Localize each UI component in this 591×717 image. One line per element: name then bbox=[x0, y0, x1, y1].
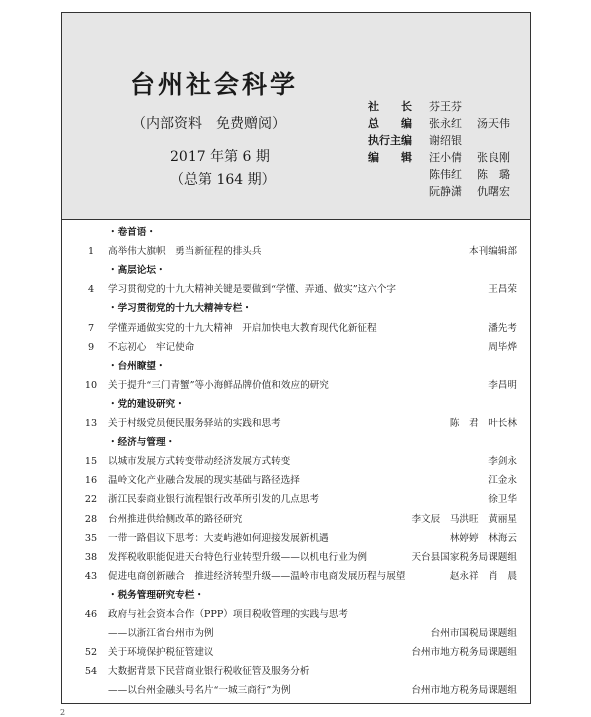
staff-name bbox=[477, 132, 525, 149]
staff-names bbox=[429, 98, 525, 115]
toc-entry bbox=[62, 472, 530, 490]
toc-entry bbox=[62, 663, 530, 681]
staff-title: 总 编 bbox=[368, 117, 412, 130]
article-title: ——以浙江省台州市为例 bbox=[108, 628, 214, 640]
section-label: ・党的建设研究・ bbox=[108, 398, 185, 410]
page-number: 16 bbox=[84, 475, 98, 487]
article-title: 发挥税收职能促进天台特色行业转型升级——以机电行业为例 bbox=[108, 551, 368, 563]
article-title: 不忘初心 牢记使命 bbox=[108, 341, 195, 353]
page-number: 10 bbox=[84, 379, 98, 391]
article-author: 徐卫华 bbox=[488, 494, 517, 506]
toc-section-header bbox=[62, 587, 530, 605]
staff-name: 芬王芬 bbox=[429, 100, 462, 113]
staff-row bbox=[368, 183, 525, 200]
toc-entry bbox=[62, 243, 530, 261]
staff-title bbox=[368, 166, 429, 183]
page-number: 28 bbox=[84, 513, 98, 525]
staff-names bbox=[429, 183, 525, 200]
article-title: ——以台州金融头号名片“一城三商行”为例 bbox=[108, 685, 291, 697]
page-number: 15 bbox=[84, 456, 98, 468]
article-author: 林婷婷 林海云 bbox=[449, 532, 517, 544]
staff-row bbox=[368, 98, 525, 115]
toc-entry bbox=[62, 644, 530, 662]
staff-names bbox=[429, 132, 525, 149]
section-label: ・台州瞭望・ bbox=[108, 360, 166, 372]
article-author: 李文辰 马洪旺 黄丽星 bbox=[411, 513, 517, 525]
article-author: 台州市地方税务局课题组 bbox=[411, 647, 517, 659]
article-author: 陈 君 叶长林 bbox=[449, 418, 517, 429]
staff-names bbox=[429, 166, 525, 183]
article-author: 江金永 bbox=[488, 475, 517, 487]
toc-entry bbox=[62, 625, 530, 643]
article-title: 以城市发展方式转变带动经济发展方式转变 bbox=[108, 456, 291, 468]
article-author: 李剑永 bbox=[488, 456, 517, 468]
issue-number: 2017 年第 6 期 bbox=[170, 149, 270, 165]
toc-section-header bbox=[62, 434, 530, 452]
article-title: 温岭文化产业融合发展的现实基础与路径选择 bbox=[108, 475, 300, 487]
page-number: 43 bbox=[84, 570, 98, 582]
article-title: 一带一路倡议下思考：大麦屿港如何迎接发展新机遇 bbox=[108, 532, 329, 544]
toc-entry bbox=[62, 682, 530, 700]
staff-names bbox=[429, 115, 525, 132]
article-author: 李昌明 bbox=[488, 379, 517, 391]
masthead bbox=[62, 13, 530, 220]
staff-list bbox=[368, 98, 525, 200]
page-number: 7 bbox=[87, 322, 95, 334]
article-author: 台州市地方税务局课题组 bbox=[411, 685, 517, 697]
article-author: 本刊编辑部 bbox=[469, 246, 517, 258]
article-title: 关于提升“三门青蟹”等小海鲜品牌价值和效应的研究 bbox=[108, 379, 329, 391]
staff-title: 社 长 bbox=[368, 100, 412, 113]
staff-name: 汤天伟 bbox=[477, 117, 510, 130]
staff-title bbox=[368, 183, 429, 200]
staff-name: 仇曙宏 bbox=[477, 185, 510, 198]
staff-name: 张永红 bbox=[429, 117, 462, 130]
article-title: 台州推进供给侧改革的路径研究 bbox=[108, 513, 243, 525]
toc-section-header bbox=[62, 396, 530, 414]
toc-section-header bbox=[62, 358, 530, 376]
page-number: 46 bbox=[84, 609, 98, 620]
article-author: 周毕烨 bbox=[488, 341, 517, 353]
footer-mark: 2 bbox=[60, 708, 66, 717]
staff-row bbox=[368, 115, 525, 132]
article-author: 天台县国家税务局课题组 bbox=[411, 551, 517, 563]
article-title: 促进电商创新融合 推进经济转型升级——温岭市电商发展历程与展望 bbox=[108, 570, 406, 582]
staff-name: 谢绍银 bbox=[429, 134, 462, 147]
toc-section-header bbox=[62, 262, 530, 280]
staff-name bbox=[477, 98, 525, 115]
journal-title: 台州社会科学 bbox=[130, 70, 299, 99]
staff-name: 张良刚 bbox=[477, 151, 510, 164]
total-issue-number: （总第 164 期） bbox=[170, 172, 276, 188]
toc-entry bbox=[62, 491, 530, 509]
toc-entry bbox=[62, 549, 530, 567]
page-number: 13 bbox=[84, 418, 98, 429]
article-title: 关于环境保护税征管建议 bbox=[108, 647, 214, 659]
staff-name: 陈 璐 bbox=[477, 168, 510, 181]
page-number: 52 bbox=[84, 647, 98, 659]
article-author: 台州市国税局课题组 bbox=[430, 628, 517, 640]
article-author: 王昌荣 bbox=[488, 284, 517, 296]
staff-row bbox=[368, 132, 525, 149]
section-label: ・学习贯彻党的十九大精神专栏・ bbox=[108, 303, 252, 315]
staff-names bbox=[429, 149, 525, 166]
page-number: 22 bbox=[84, 494, 98, 506]
article-title: 高举伟大旗帜 勇当新征程的排头兵 bbox=[108, 246, 262, 258]
staff-name: 陈伟红 bbox=[429, 168, 462, 181]
toc-entry bbox=[62, 606, 530, 624]
toc-entry bbox=[62, 511, 530, 529]
toc-entry bbox=[62, 453, 530, 471]
toc-section-header bbox=[62, 224, 530, 242]
section-label: ・高层论坛・ bbox=[108, 265, 166, 277]
article-title: 大数据背景下民营商业银行税收征管及服务分析 bbox=[108, 666, 310, 678]
toc-entry bbox=[62, 377, 530, 395]
article-title: 政府与社会资本合作（PPP）项目税收管理的实践与思考 bbox=[108, 609, 349, 620]
section-label: ・税务管理研究专栏・ bbox=[108, 589, 204, 601]
article-author: 赵永祥 肖 晨 bbox=[449, 570, 517, 582]
cover-frame bbox=[61, 12, 531, 704]
page-number: 38 bbox=[84, 551, 98, 563]
toc-entry bbox=[62, 339, 530, 357]
staff-row bbox=[368, 166, 525, 183]
article-title: 浙江民泰商业银行流程银行改革所引发的几点思考 bbox=[108, 494, 320, 506]
toc-entry bbox=[62, 320, 530, 338]
section-label: ・经济与管理・ bbox=[108, 437, 176, 449]
staff-row bbox=[368, 149, 525, 166]
page-number: 1 bbox=[87, 246, 95, 258]
staff-name: 汪小倩 bbox=[429, 151, 462, 164]
staff-name: 阮静潇 bbox=[429, 185, 462, 198]
section-label: ・卷首语・ bbox=[108, 227, 156, 238]
staff-title: 执行主编 bbox=[368, 134, 412, 147]
page-number: 4 bbox=[87, 284, 95, 296]
article-author: 潘先考 bbox=[488, 322, 517, 334]
page-number: 54 bbox=[84, 666, 98, 678]
toc-section-header bbox=[62, 300, 530, 318]
toc-entry bbox=[62, 281, 530, 299]
toc-entry bbox=[62, 568, 530, 586]
page-number: 35 bbox=[84, 532, 98, 544]
article-title: 学懂弄通做实党的十九大精神 开启加快电大教育现代化新征程 bbox=[108, 322, 377, 334]
journal-subtitle: （内部资料 免费赠阅） bbox=[132, 116, 286, 132]
toc-entry bbox=[62, 415, 530, 433]
page-number: 9 bbox=[87, 341, 95, 353]
article-title: 关于村级党员便民服务驿站的实践和思考 bbox=[108, 418, 281, 429]
article-title: 学习贯彻党的十九大精神关键是要做到“学懂、弄通、做实”这六个字 bbox=[108, 284, 397, 296]
toc-entry bbox=[62, 530, 530, 548]
staff-title: 编 辑 bbox=[368, 151, 412, 164]
